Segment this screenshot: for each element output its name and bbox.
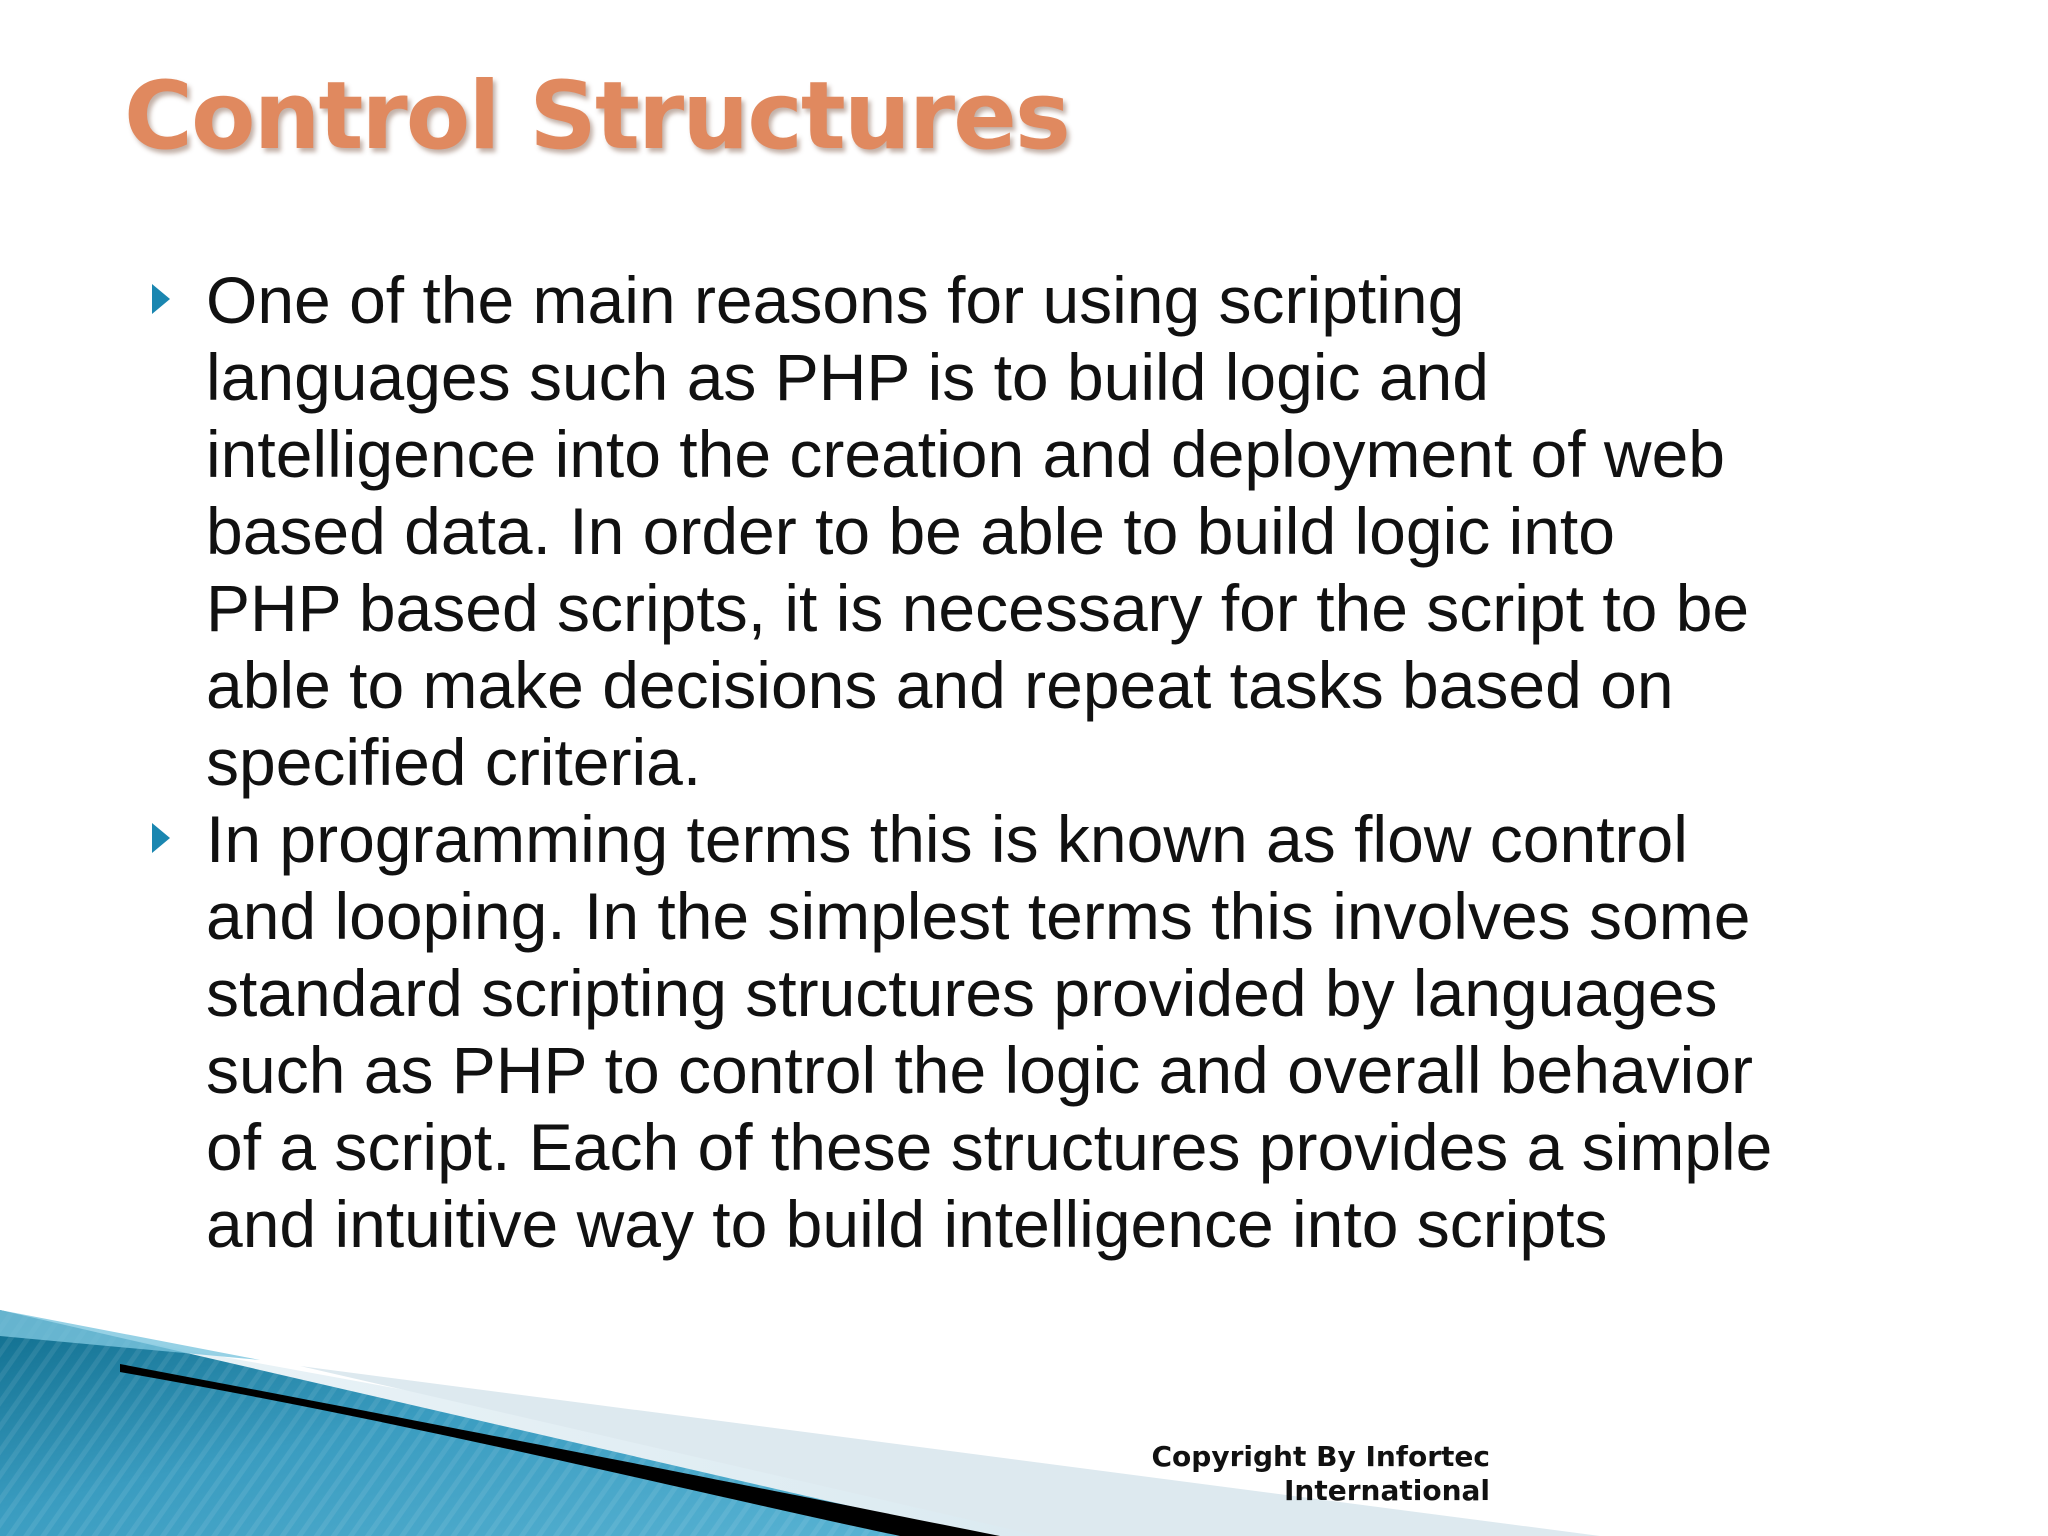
bullet-line: such as PHP to control the logic and overall behavior bbox=[206, 1033, 1754, 1107]
triangle-right-icon bbox=[152, 823, 170, 853]
copyright-notice bbox=[1060, 1440, 1490, 1508]
bullet-list bbox=[150, 262, 1950, 1263]
bullet-line: based data. In order to be able to build logic into bbox=[206, 494, 1615, 568]
bullet-line: specified criteria. bbox=[206, 725, 702, 799]
bullet-line: intelligence into the creation and deployment of web bbox=[206, 417, 1725, 491]
corner-swoosh-decoration bbox=[0, 1276, 2048, 1536]
bullet-line: In programming terms this is known as flow control bbox=[206, 802, 1688, 876]
bullet-item-2 bbox=[150, 801, 1950, 1263]
bullet-item-1 bbox=[150, 262, 1950, 801]
bullet-line: able to make decisions and repeat tasks based on bbox=[206, 648, 1674, 722]
bullet-line: One of the main reasons for using scripting bbox=[206, 263, 1465, 337]
copyright-line-2: International bbox=[1283, 1474, 1490, 1507]
triangle-right-icon bbox=[152, 284, 170, 314]
copyright-line-1: Copyright By Infortec bbox=[1151, 1440, 1490, 1473]
slide-title: Control Structures bbox=[124, 62, 1069, 171]
bullet-line: PHP based scripts, it is necessary for the script to be bbox=[206, 571, 1750, 645]
bullet-line: and intuitive way to build intelligence into scripts bbox=[206, 1187, 1608, 1261]
bullet-line: standard scripting structures provided by languages bbox=[206, 956, 1718, 1030]
bullet-line: and looping. In the simplest terms this involves some bbox=[206, 879, 1751, 953]
bullet-line: languages such as PHP is to build logic and bbox=[206, 340, 1489, 414]
bullet-line: of a script. Each of these structures provides a simple bbox=[206, 1110, 1773, 1184]
